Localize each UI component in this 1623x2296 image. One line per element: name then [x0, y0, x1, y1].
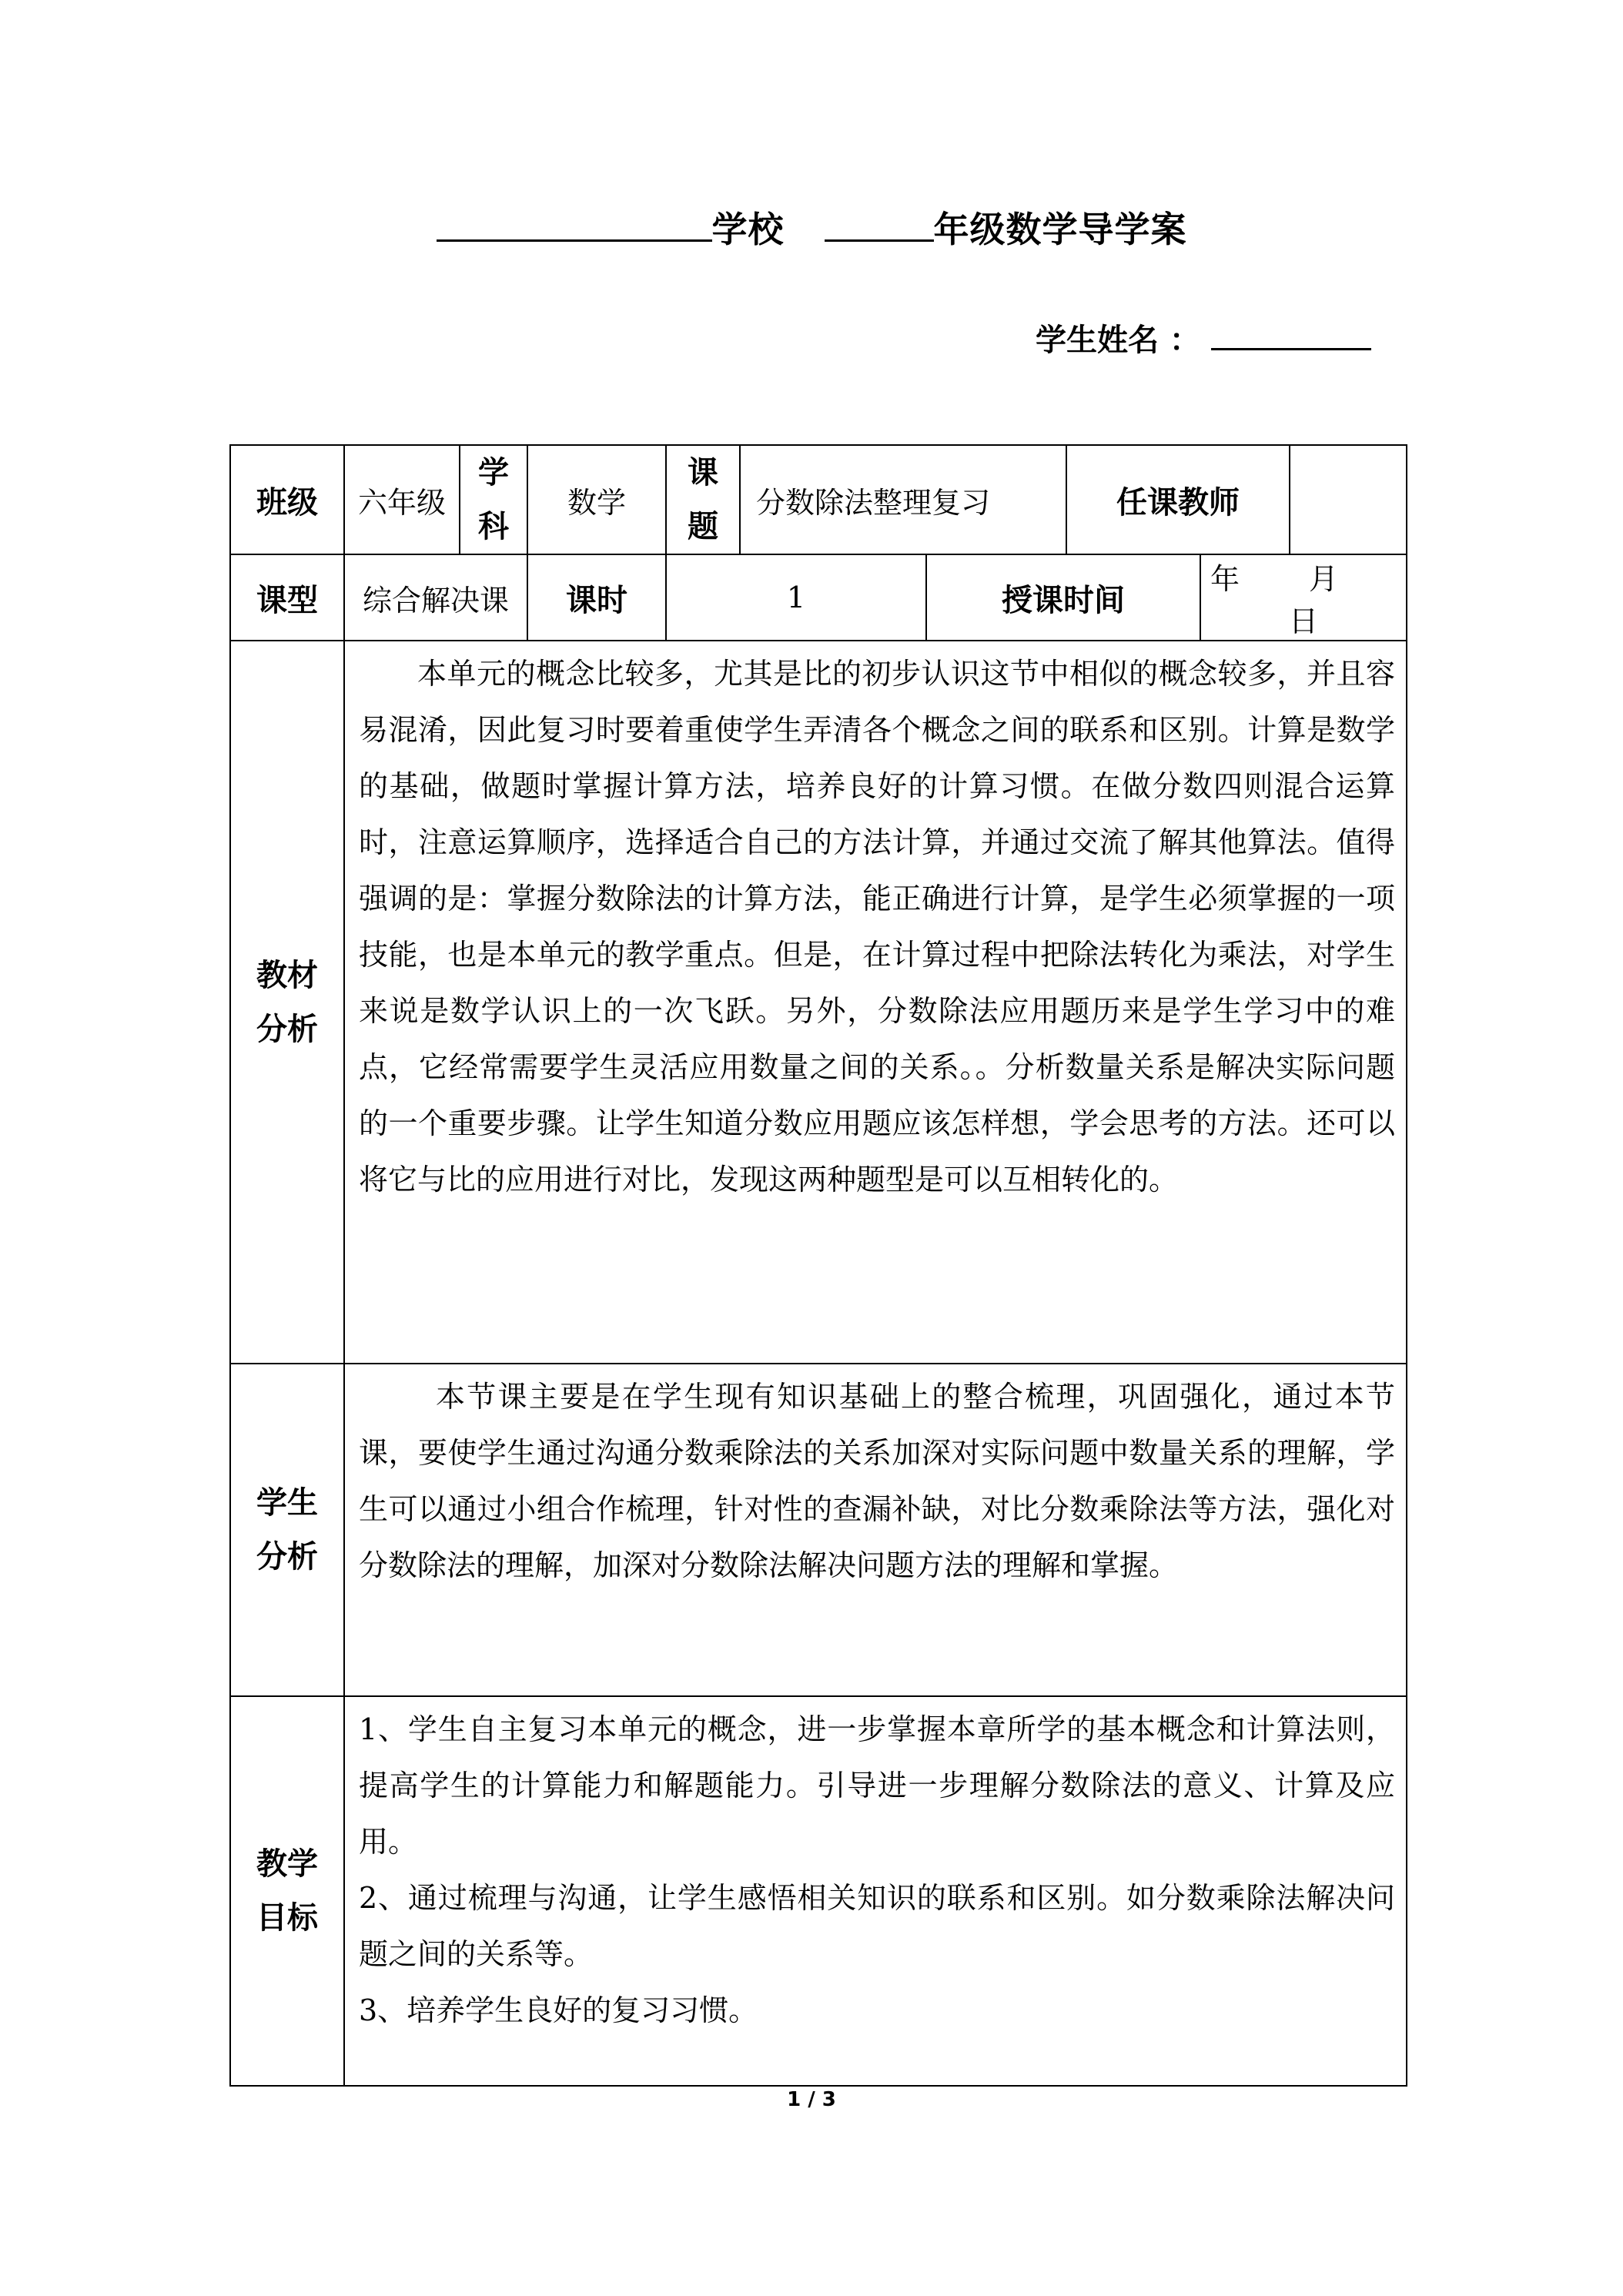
student-label: 学生 分析 [230, 1364, 344, 1696]
goal-item: 2、通过梳理与沟通，让学生感悟相关知识的联系和区别。如分数乘除法解决问题之间的关系等。 [359, 1881, 1396, 1971]
topic-value: 分数除法整理复习 [740, 445, 1066, 554]
table-row-goals [230, 1696, 1407, 2086]
material-text: 本单元的概念比较多，尤其是比的初步认识这节中相似的概念较多，并且容易混淆，因此复习时要着重使学生弄清各个概念之间的联系和区别。计算是数学的基础，做题时掌握计算方法，培养良好的计算习惯。在做分数四则混合运算时，注意运算顺序，选择适合自己的方法计算，并通过交流了解其他算法。值得强调的是：掌握分数除法的计算方法，能正确进行计算，是学生必须掌握的一项技能，也是本单元的教学重点。但是，在计算过程中把除法转化为乘法，对学生来说是数学认识上的一次飞跃。另外，分数除法应用题历来是学生学习中的难点，它经常需要学生灵活应用数量之间的关系。。分析数量关系是解决实际问题的一个重要步骤。让学生知道分数应用题应该怎样想，学会思考的方法。还可以将它与比的应用进行对比，发现这两种题型是可以互相转化的。 [344, 641, 1407, 1364]
student-text: 本节课主要是在学生现有知识基础上的整合梳理，巩固强化，通过本节课，要使学生通过沟通分数乘除法的关系加深对实际问题中数量关系的理解，学生可以通过小组合作梳理，针对性的查漏补缺，对比分数乘除法等方法，强化对分数除法的理解，加深对分数除法解决问题方法的理解和掌握。 [344, 1364, 1407, 1696]
document-title [0, 202, 1623, 253]
grade-blank [825, 207, 934, 242]
table-row-material [230, 641, 1407, 1364]
type-value: 综合解决课 [344, 554, 527, 641]
teacher-label: 任课教师 [1066, 445, 1290, 554]
day-label: 日 [1289, 604, 1319, 638]
goals-text [344, 1696, 1407, 2086]
year-label: 年 [1210, 562, 1240, 596]
teacher-value [1290, 445, 1407, 554]
goals-label: 教学 目标 [230, 1696, 344, 2086]
table-row-info [230, 445, 1407, 554]
page-number: 1 / 3 [787, 2088, 836, 2111]
subject-label: 学科 [460, 445, 527, 554]
school-suffix: 学校 [711, 209, 785, 250]
school-blank [437, 207, 712, 242]
time-label: 授课时间 [926, 554, 1200, 641]
material-label: 教材 分析 [230, 641, 344, 1364]
student-name-blank [1211, 320, 1371, 350]
lesson-plan-table [229, 444, 1407, 2087]
table-row-meta [230, 554, 1407, 641]
subject-value: 数学 [527, 445, 666, 554]
month-label: 月 [1309, 562, 1339, 596]
type-label: 课型 [230, 554, 344, 641]
date-value [1200, 554, 1407, 641]
student-name-field [1036, 316, 1371, 360]
grade-suffix: 年级数学导学案 [933, 209, 1187, 250]
topic-label: 课题 [666, 445, 740, 554]
student-name-label: 学生姓名 ： [1036, 323, 1200, 358]
class-value: 六年级 [344, 445, 460, 554]
hours-label: 课时 [527, 554, 666, 641]
table-row-student [230, 1364, 1407, 1696]
hours-value: 1 [666, 554, 926, 641]
goal-item: 3、培养学生良好的复习习惯。 [359, 1993, 758, 2027]
class-label: 班级 [230, 445, 344, 554]
goal-item: 1、学生自主复习本单元的概念，进一步掌握本章所学的基本概念和计算法则，提高学生的计算能力和解题能力。引导进一步理解分数除法的意义、计算及应用。 [359, 1712, 1396, 1859]
